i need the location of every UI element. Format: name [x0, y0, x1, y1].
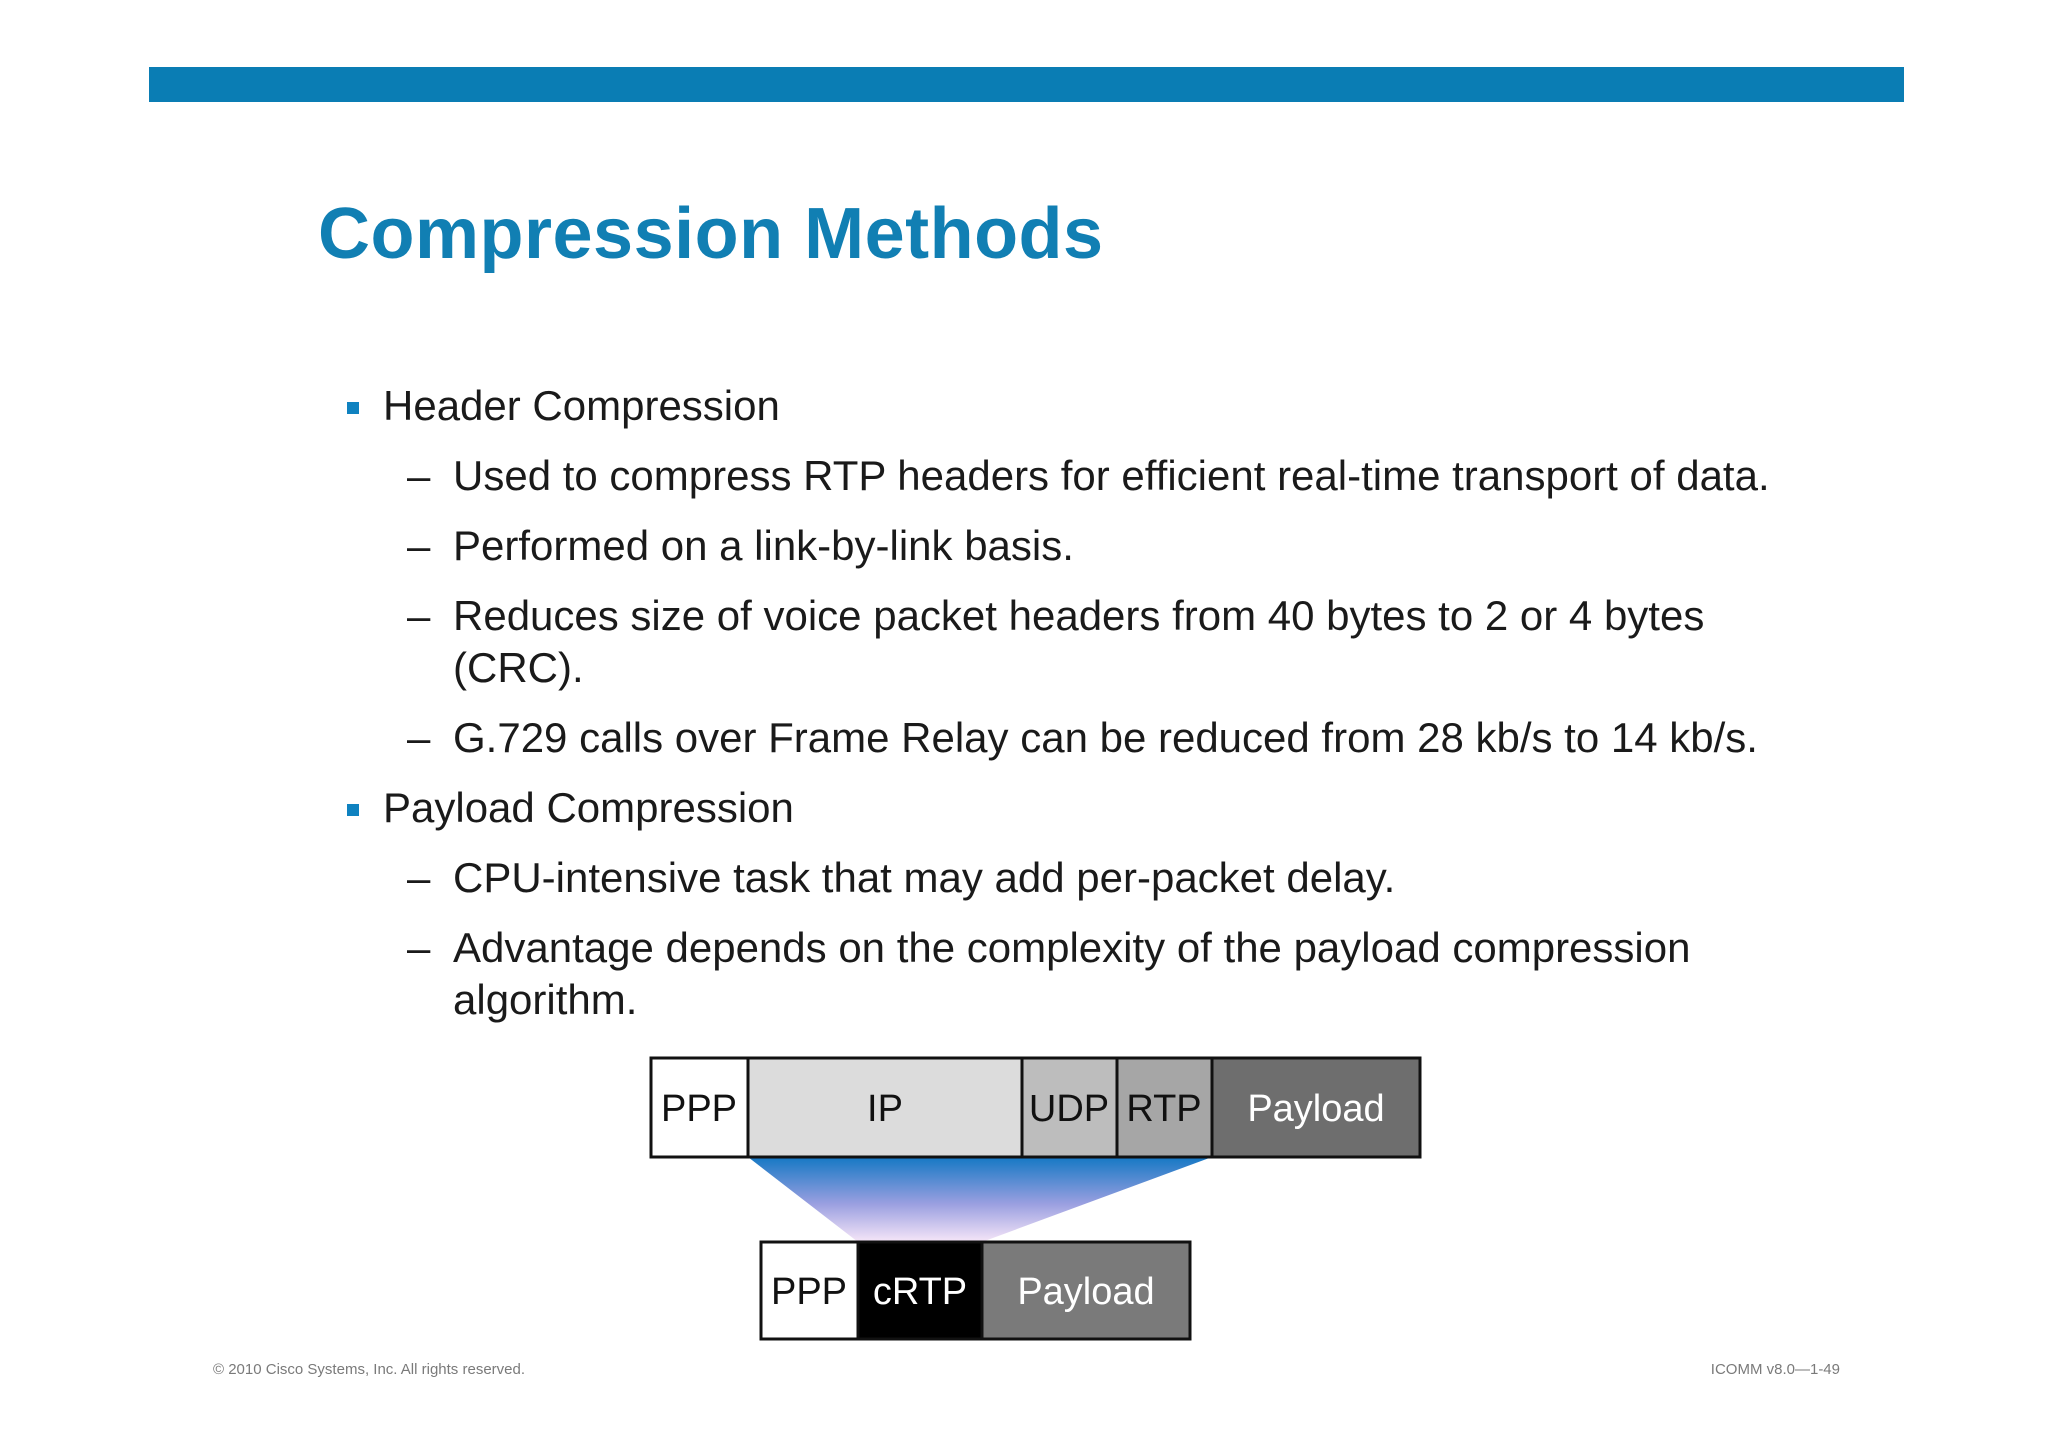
crtp-label: cRTP — [872, 1271, 968, 1313]
udp-label: UDP — [1028, 1088, 1110, 1130]
dash-icon: – — [407, 714, 431, 761]
sub-bullet-text: Reduces size of voice packet headers from 40 bytes to 2 or 4 bytes (CRC). — [453, 592, 1705, 691]
copyright-notice: © 2010 Cisco Systems, Inc. All rights reserved. — [213, 1361, 526, 1378]
sub-bullet-text: Used to compress RTP headers for efficient real-time transport of data. — [453, 452, 1770, 499]
ppp-label: PPP — [660, 1088, 738, 1130]
slide-number: ICOMM v8.0—1-49 — [1710, 1361, 1840, 1378]
ppp-label: PPP — [770, 1271, 848, 1313]
uncompressed-packet — [651, 1058, 1420, 1157]
dash-icon: – — [407, 592, 431, 639]
dash-icon: – — [407, 522, 431, 569]
dash-icon: – — [407, 854, 431, 901]
sub-bullet-text: G.729 calls over Frame Relay can be reduced from 28 kb/s to 14 kb/s. — [453, 714, 1758, 761]
ip-label: IP — [867, 1088, 903, 1130]
compression-funnel — [748, 1157, 1212, 1242]
sub-bullet-text: Advantage depends on the complexity of the payload compression algorithm. — [453, 924, 1691, 1023]
dash-icon: – — [407, 452, 431, 499]
payload-label: Payload — [1017, 1271, 1155, 1313]
sub-bullet-text: Performed on a link-by-link basis. — [453, 522, 1074, 569]
bullet-label: Header Compression — [383, 382, 780, 429]
sub-bullet-text: CPU-intensive task that may add per-packet delay. — [453, 854, 1396, 901]
rtp-label: RTP — [1126, 1088, 1202, 1130]
compressed-packet — [761, 1242, 1190, 1339]
payload-label: Payload — [1247, 1088, 1385, 1130]
dash-icon: – — [407, 924, 431, 971]
bullet-label: Payload Compression — [383, 784, 794, 831]
slide-title: Compression Methods — [318, 194, 1104, 274]
